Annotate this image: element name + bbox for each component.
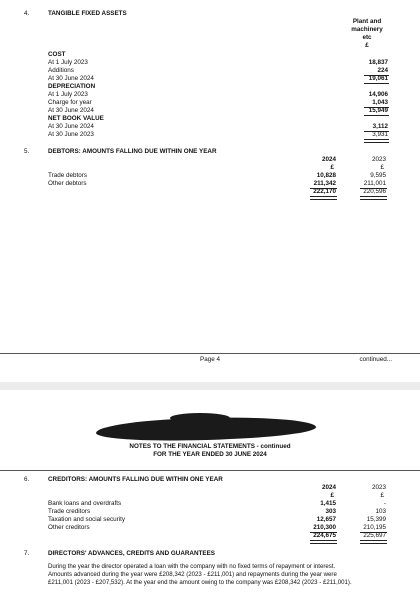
debtors-row-label: Trade debtors [48,172,87,179]
page-number: Page 4 [200,356,220,363]
double-rule [310,540,337,544]
header-rule [0,470,420,471]
cost-row-value: 224 [377,67,388,74]
creditors-row-2023: - [383,500,386,507]
double-rule [360,196,387,200]
nbv-row-label: At 30 June 2024 [48,123,94,130]
debtors-row-2023: 211,001 [363,180,386,187]
col-2024: 2024 [321,156,336,163]
note7-paragraph-line: During the year the director operated a loan with the company with no fixed terms of repayment or interest. [48,563,336,570]
column-head-line: machinery [351,26,383,33]
creditors-row-2024: 12,657 [316,516,336,523]
depr-row-value: 15,949 [368,107,388,114]
col-2023: 2023 [371,484,386,491]
debtors-row-2024: 10,828 [316,172,336,179]
creditors-total-2023: 225,697 [363,532,386,539]
creditors-row-2023: 210,195 [363,524,386,531]
column-head-line: etc [362,34,372,41]
nbv-row-value: 3,931 [372,131,388,138]
cost-row-label: At 30 June 2024 [48,75,94,82]
continued-label: continued... [359,356,392,363]
debtors-row-2024: 211,342 [313,180,336,187]
currency-2024: £ [330,164,334,171]
debtors-total-2024: 222,170 [313,188,336,195]
page2-header-line1: NOTES TO THE FINANCIAL STATEMENTS - continued [129,443,291,450]
page2-header-line2: FOR THE YEAR ENDED 30 JUNE 2024 [153,451,267,458]
depr-row-value: 1,043 [372,99,388,106]
double-rule [364,139,389,143]
col-2023: 2023 [371,156,386,163]
creditors-row-2024: 210,300 [313,524,336,531]
note7-title: DIRECTORS' ADVANCES, CREDITS AND GUARANTEES [48,550,215,557]
nbv-row-label: At 30 June 2023 [48,131,94,138]
debtors-row-2023: 9,595 [370,172,386,179]
note7-paragraph-line: £211,001 (2023 - £207,532). At the year end the amount owing to the company was £208,342 (2023 - £211,001). [48,579,352,586]
creditors-row-label: Taxation and social security [48,516,126,523]
creditors-total-2024: 224,675 [313,532,336,539]
note4-title: TANGIBLE FIXED ASSETS [48,10,127,17]
page-gap [0,382,420,390]
depreciation-heading: DEPRECIATION [48,83,96,90]
depr-row-value: 14,906 [368,91,388,98]
creditors-row-2024: 303 [325,508,336,515]
nbv-heading: NET BOOK VALUE [48,115,104,122]
redaction-mark [96,416,316,442]
note4-column-head [340,18,394,50]
creditors-row-label: Other creditors [48,524,90,531]
note4-number: 4. [24,10,30,17]
note6-number: 6. [24,476,30,483]
column-head-line: £ [365,42,369,49]
cost-row-value: 19,061 [368,75,388,82]
cost-heading: COST [48,51,66,58]
depr-row-label: Charge for year [48,99,92,106]
footer-rule [0,353,420,354]
cost-row-label: At 1 July 2023 [48,59,88,66]
currency-2023: £ [380,164,384,171]
note5-number: 5. [24,148,30,155]
double-rule [310,196,337,200]
creditors-row-2023: 15,399 [366,516,386,523]
note7-paragraph-line: Amounts advanced during the year were £208,342 (2023 - £211,001) and repayments during the year were [48,571,337,578]
double-rule [360,540,387,544]
currency-2024: £ [330,492,334,499]
currency-2023: £ [380,492,384,499]
note7-number: 7. [24,550,30,557]
depr-row-label: At 30 June 2024 [48,107,94,114]
debtors-row-label: Other debtors [48,180,87,187]
debtors-total-2023: 220,596 [363,188,386,195]
total-rule [364,83,389,84]
note6-title: CREDITORS: AMOUNTS FALLING DUE WITHIN ONE YEAR [48,476,223,483]
note5-title: DEBTORS: AMOUNTS FALLING DUE WITHIN ONE YEAR [48,148,217,155]
creditors-row-label: Bank loans and overdrafts [48,500,122,507]
depr-row-label: At 1 July 2023 [48,91,88,98]
cost-row-label: Additions [48,67,74,74]
total-rule [364,115,389,116]
creditors-row-2024: 1,415 [320,500,336,507]
cost-row-value: 18,837 [368,59,388,66]
col-2024: 2024 [321,484,336,491]
column-head-line: Plant and [352,18,382,25]
creditors-row-label: Trade creditors [48,508,91,515]
nbv-row-value: 3,112 [372,123,388,130]
creditors-row-2023: 103 [375,508,386,515]
